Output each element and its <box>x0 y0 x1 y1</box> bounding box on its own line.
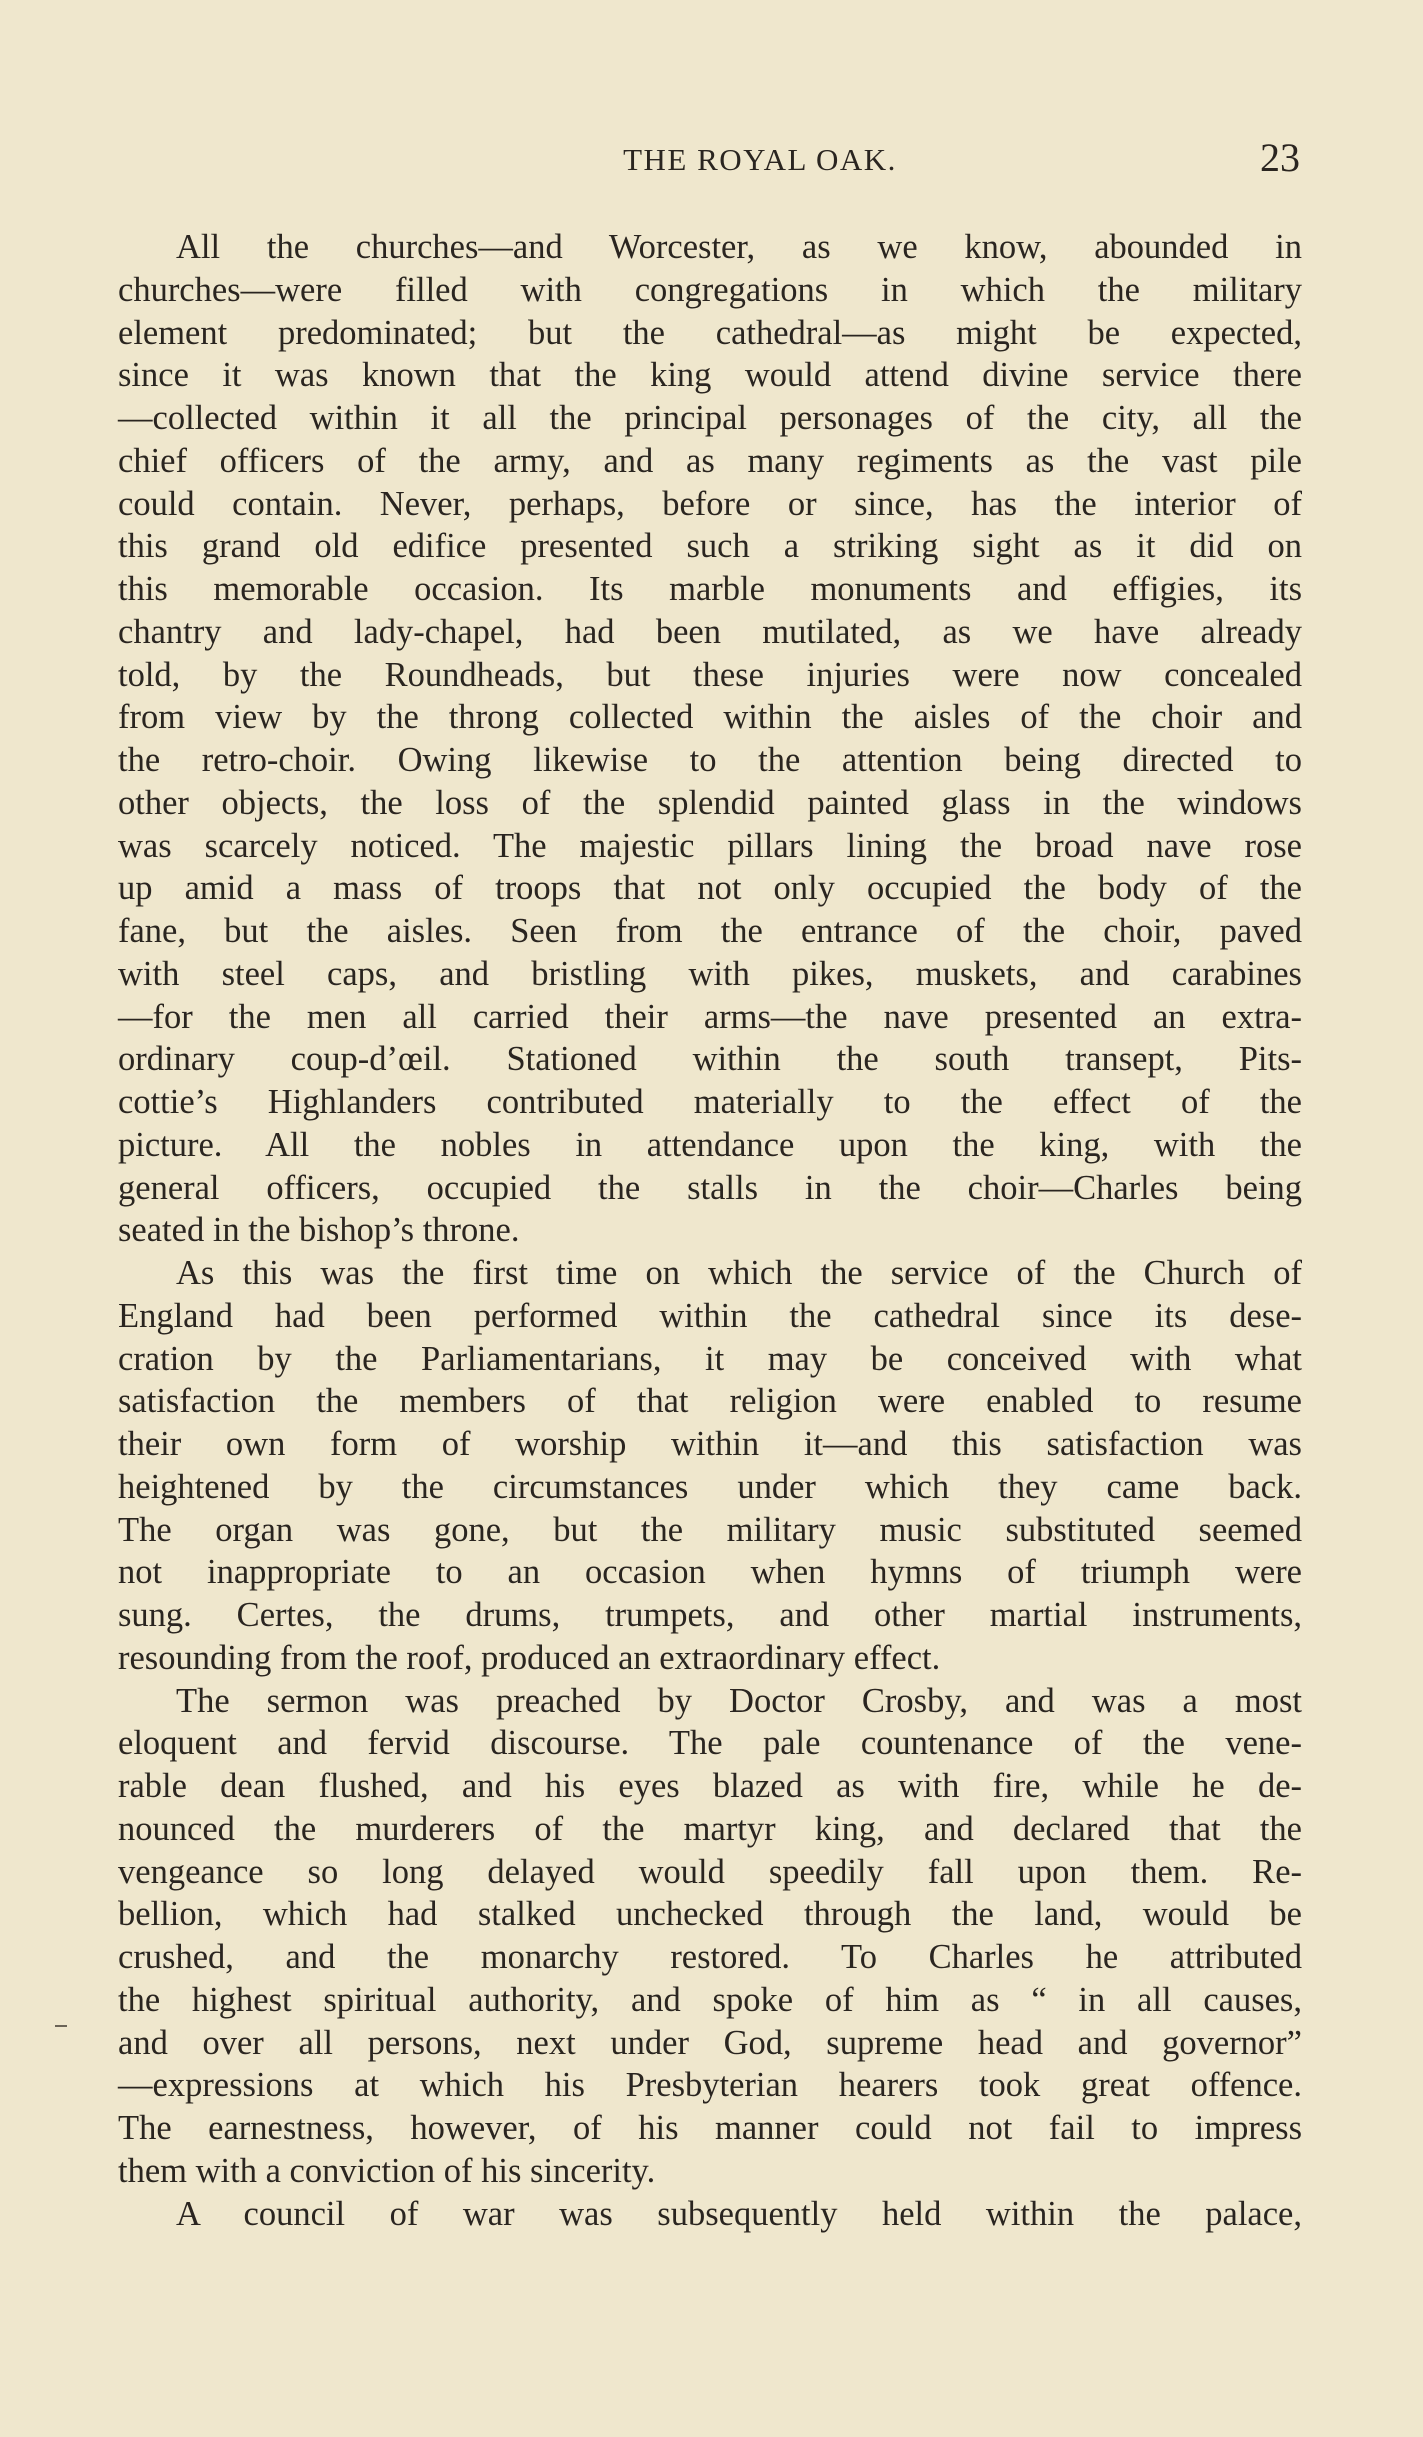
margin-mark <box>55 2025 67 2027</box>
text-line: element predominated; but the cathedral—as might be expected, <box>118 313 1302 352</box>
text-line: The organ was gone, but the military music substituted seemed <box>118 1510 1302 1549</box>
text-line: All the churches—and Worcester, as we know, abounded in <box>176 228 1302 266</box>
text-line: satisfaction the members of that religion were enabled to resume <box>118 1382 1302 1421</box>
text-line: —expressions at which his Presbyterian hearers took great offence. <box>118 2066 1302 2105</box>
text-line: rable dean flushed, and his eyes blazed as with fire, while he de- <box>118 1767 1302 1805</box>
text-line: chantry and lady-chapel, had been mutilated, as we have already <box>118 612 1302 651</box>
text-line: resounding from the roof, produced an extraordinary effect. <box>118 1638 941 1677</box>
paragraph <box>118 226 1302 1252</box>
text-line: up amid a mass of troops that not only occupied the body of the <box>118 869 1302 908</box>
text-line: sung. Certes, the drums, trumpets, and other martial instruments, <box>118 1596 1302 1634</box>
paragraph <box>118 2193 1302 2236</box>
text-line: The earnestness, however, of his manner could not fail to impress <box>118 2109 1302 2147</box>
text-line: fane, but the aisles. Seen from the entrance of the choir, paved <box>118 912 1302 950</box>
running-title: THE ROYAL OAK. <box>623 142 897 177</box>
text-line: vengeance so long delayed would speedily fall upon them. Re- <box>118 1852 1302 1891</box>
text-line: could contain. Never, perhaps, before or since, has the interior of <box>118 484 1302 523</box>
text-line: general officers, occupied the stalls in the choir—Charles being <box>118 1168 1302 1207</box>
text-line: them with a conviction of his sincerity. <box>118 2151 656 2190</box>
text-line: As this was the first time on which the service of the Church of <box>176 1254 1302 1292</box>
text-line: this grand old edifice presented such a striking sight as it did on <box>118 527 1302 566</box>
text-line: —collected within it all the principal personages of the city, all the <box>118 399 1302 437</box>
text-line: told, by the Roundheads, but these injuries were now concealed <box>118 655 1302 694</box>
text-line: bellion, which had stalked unchecked through the land, would be <box>118 1895 1302 1934</box>
text-line: other objects, the loss of the splendid painted glass in the windows <box>118 783 1302 822</box>
running-head <box>160 135 1300 185</box>
text-line: eloquent and fervid discourse. The pale countenance of the vene- <box>118 1724 1302 1763</box>
text-line: since it was known that the king would attend divine service there <box>118 356 1302 395</box>
text-line: with steel caps, and bristling with pikes, muskets, and carabines <box>118 954 1302 993</box>
text-line: A council of war was subsequently held within the palace, <box>176 2194 1302 2233</box>
text-line: the retro-choir. Owing likewise to the attention being directed to <box>118 741 1302 779</box>
text-line: churches—were filled with congregations in which the military <box>118 270 1302 309</box>
text-line: the highest spiritual authority, and spoke of him as “ in all causes, <box>118 1980 1302 2019</box>
text-line: nounced the murderers of the martyr king, and declared that the <box>118 1809 1302 1848</box>
text-line: heightened by the circumstances under which they came back. <box>118 1467 1302 1506</box>
text-line: The sermon was preached by Doctor Crosby, and was a most <box>176 1681 1302 1720</box>
paragraph <box>118 1252 1302 1680</box>
text-line: and over all persons, next under God, supreme head and governor” <box>118 2023 1302 2062</box>
text-line: cration by the Parliamentarians, it may be conceived with what <box>118 1339 1302 1378</box>
text-line: cottie’s Highlanders contributed materially to the effect of the <box>118 1083 1302 1121</box>
body-text <box>118 226 1302 2235</box>
text-line: chief officers of the army, and as many regiments as the vast pile <box>118 441 1302 480</box>
page-number: 23 <box>1260 135 1300 180</box>
text-line: their own form of worship within it—and this satisfaction was <box>118 1425 1302 1463</box>
text-line: crushed, and the monarchy restored. To Charles he attributed <box>118 1938 1302 1976</box>
paragraph <box>118 1680 1302 2193</box>
text-line: ordinary coup-d’œil. Stationed within the south transept, Pits- <box>118 1040 1302 1079</box>
text-line: seated in the bishop’s throne. <box>118 1211 520 1250</box>
text-line: was scarcely noticed. The majestic pillars lining the broad nave rose <box>118 826 1302 865</box>
text-line: not inappropriate to an occasion when hymns of triumph were <box>118 1553 1302 1592</box>
text-line: this memorable occasion. Its marble monuments and effigies, its <box>118 570 1302 608</box>
text-line: England had been performed within the cathedral since its dese- <box>118 1296 1302 1335</box>
text-line: picture. All the nobles in attendance upon the king, with the <box>118 1125 1302 1164</box>
text-line: from view by the throng collected within the aisles of the choir and <box>118 698 1302 737</box>
text-line: —for the men all carried their arms—the nave presented an extra- <box>118 997 1302 1036</box>
